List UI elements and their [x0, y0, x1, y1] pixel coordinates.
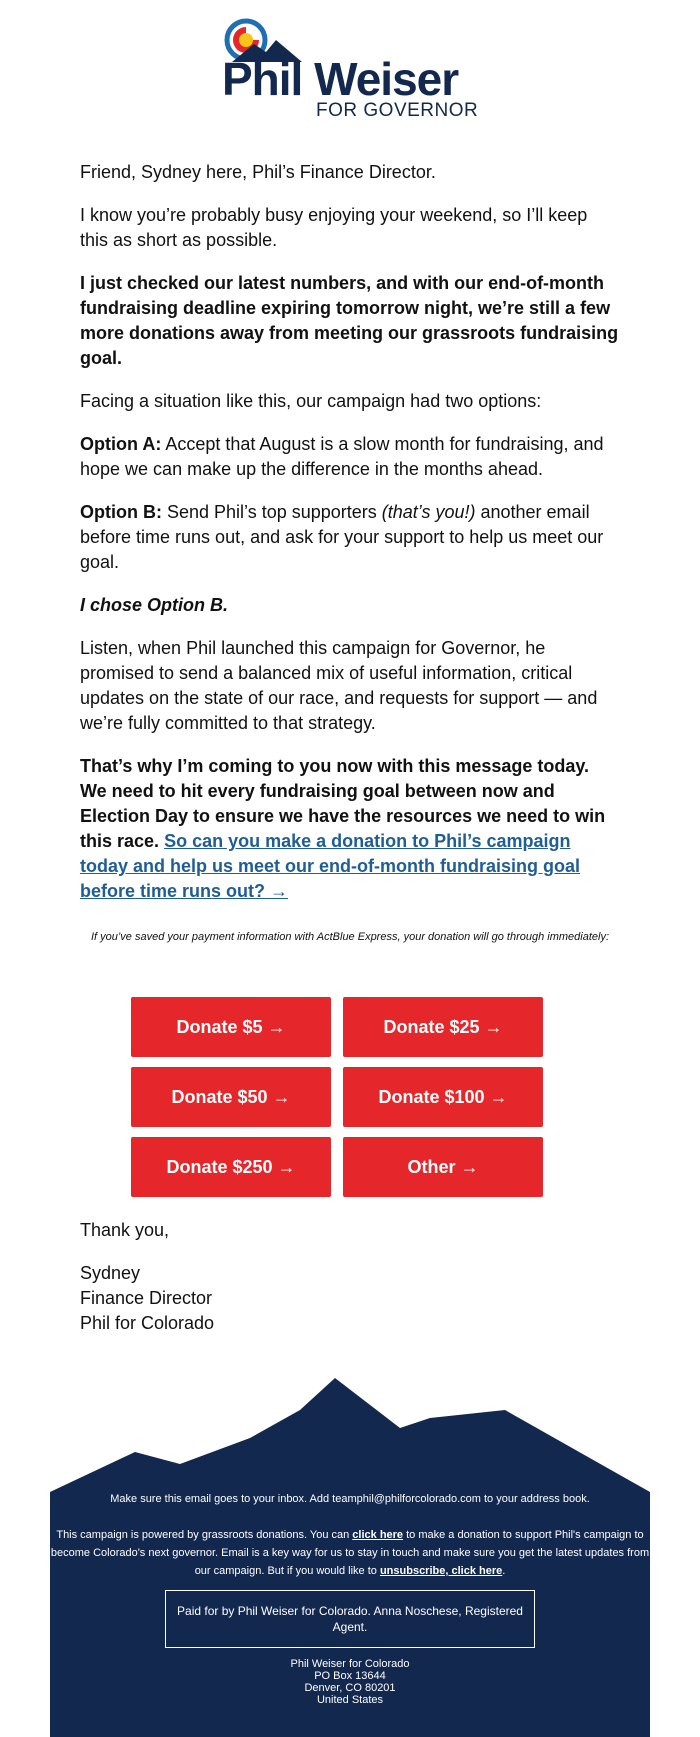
option-a-label: Option A:	[80, 434, 162, 454]
footer-powered-note	[50, 1526, 650, 1580]
chose-paragraph: I chose Option B.	[80, 595, 229, 615]
logo-subtitle: FOR GOVERNOR	[316, 100, 479, 121]
intro-paragraph: I know you’re probably busy enjoying your weekend, so I’ll keep this as short as possible.	[80, 205, 588, 250]
signer-org: Phil for Colorado	[80, 1313, 215, 1333]
donate-25-button[interactable]: Donate $25 →	[343, 997, 543, 1057]
address-line-1: Phil Weiser for Colorado	[290, 1658, 410, 1670]
footer-click-here-link[interactable]: click here	[352, 1529, 404, 1541]
donate-250-button[interactable]: Donate $250 →	[131, 1137, 331, 1197]
ask-paragraph	[80, 754, 620, 904]
signer-title: Finance Director	[80, 1288, 213, 1308]
strategy-paragraph: Listen, when Phil launched this campaign for Governor, he promised to send a balanced mix of useful information, critical updates on the state of our race, and requests for support — and we’re fully committed to that strategy.	[80, 638, 598, 733]
option-a-paragraph	[80, 432, 620, 482]
actblue-note: If you’ve saved your payment information with ActBlue Express, your donation will go through immediately:	[90, 931, 610, 943]
option-b-paragraph	[80, 500, 620, 575]
logo-name: Phil Weiser	[222, 53, 459, 105]
paid-for-box: Paid for by Phil Weiser for Colorado. Anna Noschese, Registered Agent.	[165, 1590, 535, 1648]
thanks-text: Thank you,	[80, 1220, 170, 1240]
donate-100-button[interactable]: Donate $100 →	[343, 1067, 543, 1127]
footer-unsubscribe-link[interactable]: unsubscribe, click here	[379, 1565, 503, 1577]
option-b-text-2: another email before time runs out, and ask for your support to help us meet our goal.	[80, 502, 604, 572]
address-line-4: United States	[316, 1694, 384, 1706]
numbers-paragraph: I just checked our latest numbers, and with our end-of-month fundraising deadline expiring tomorrow night, we’re still a few more donations away from meeting our grassroots fundraising goal.	[80, 273, 619, 368]
address-line-3: Denver, CO 80201	[304, 1682, 396, 1694]
email-body	[80, 160, 620, 922]
footer-inbox-note: Make sure this email goes to your inbox. Add teamphil@philforcolorado.com to your address book.	[110, 1493, 590, 1505]
signoff	[80, 1218, 620, 1336]
footer	[50, 1490, 650, 1737]
donate-5-button[interactable]: Donate $5 →	[131, 997, 331, 1057]
signer-name: Sydney	[80, 1263, 141, 1283]
option-b-italic: (that’s you!)	[381, 502, 476, 522]
donate-other-button[interactable]: Other →	[343, 1137, 543, 1197]
option-a-text: Accept that August is a slow month for fundraising, and hope we can make up the difference in the months ahead.	[80, 434, 604, 479]
option-b-label: Option B:	[80, 502, 162, 522]
greeting-paragraph: Friend, Sydney here, Phil’s Finance Director.	[80, 162, 436, 182]
ask-bold-text: That’s why I’m coming to you now with this message today. We need to hit every fundraising goal between now and Election Day to ensure we have the resources we need to win this race.	[80, 756, 606, 851]
logo-header	[0, 0, 700, 140]
footer-powered-text-3: .	[502, 1565, 506, 1577]
option-b-text-1: Send Phil’s top supporters	[161, 502, 382, 522]
footer-powered-text-2: to make a donation to support Phil's campaign to become Colorado's next governor. Email is a key way for us to stay in touch and make sure you get the latest updates from our campaign. But if you would like to	[50, 1529, 650, 1577]
options-intro: Facing a situation like this, our campaign had two options:	[80, 391, 542, 411]
donate-link[interactable]: So can you make a donation to Phil’s campaign today and help us meet our end-of-month fundraising goal before time runs out? →	[80, 831, 581, 901]
donate-50-button[interactable]: Donate $50 →	[131, 1067, 331, 1127]
footer-address	[50, 1658, 650, 1706]
footer-powered-text-1: This campaign is powered by grassroots donations. You can	[56, 1529, 353, 1541]
address-line-2: PO Box 13644	[314, 1670, 386, 1682]
